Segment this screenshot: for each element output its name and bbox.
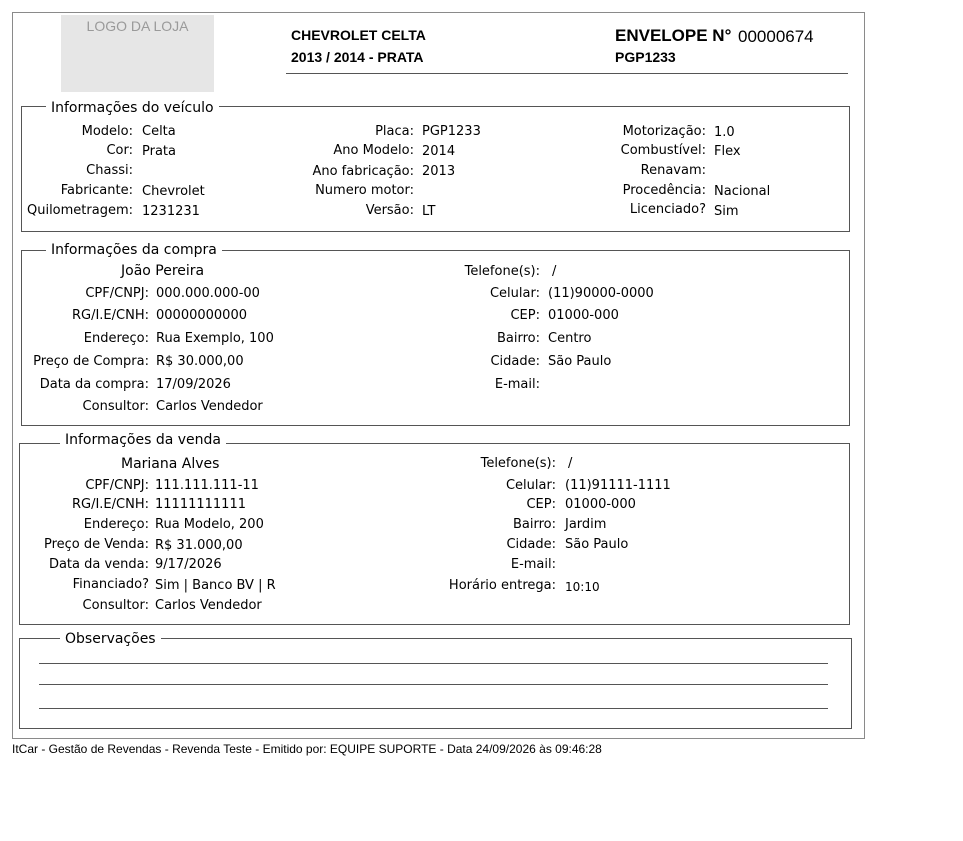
motorizacao-label: Motorização: [622,124,706,139]
vehicle-legend: Informações do veículo [46,100,219,116]
header-divider [286,73,848,74]
client-consultor-value: Carlos Vendedor [155,598,262,613]
procedencia-label: Procedência: [622,183,706,198]
notes-line-2 [39,684,828,685]
buyer-telefone-value: / [552,264,557,279]
client-cidade-value: São Paulo [565,537,629,552]
modelo-value: Celta [142,124,176,139]
buyer-cidade-value: São Paulo [548,354,612,369]
procedencia-value: Nacional [714,184,771,199]
km-label: Quilometragem: [26,203,133,218]
client-telefone-value: / [568,456,573,471]
buyer-email-label: E-mail: [494,377,540,392]
motorizacao-value: 1.0 [714,125,735,140]
motor-label: Numero motor: [315,183,414,198]
placa-label: Placa: [375,124,414,139]
ano-modelo-value: 2014 [422,144,456,159]
buyer-rg-value: 00000000000 [156,308,247,323]
buyer-cpf-value: 000.000.000-00 [156,286,260,301]
versao-value: LT [422,204,436,219]
client-cep-value: 01000-000 [565,497,636,512]
buyer-telefone-label: Telefone(s): [464,264,540,279]
client-cpf-value: 111.111.111-11 [155,478,259,493]
ano-fab-value: 2013 [422,164,456,179]
licenciado-value: Sim [714,204,739,219]
client-celular-value: (11)91111-1111 [565,478,671,493]
logo-text: LOGO DA LOJA [86,18,189,34]
buyer-consultor-value: Carlos Vendedor [156,399,263,414]
client-bairro-label: Bairro: [512,517,556,532]
buyer-celular-label: Celular: [489,286,540,301]
car-title: CHEVROLET CELTA [291,27,426,43]
buyer-cep-value: 01000-000 [548,308,619,323]
cor-label: Cor: [106,143,133,158]
versao-label: Versão: [365,203,414,218]
client-cep-label: CEP: [526,497,556,512]
renavam-label: Renavam: [640,163,706,178]
plate-header: PGP1233 [615,49,676,65]
envelope-label: ENVELOPE N° [615,26,732,45]
notes-line-1 [39,663,828,664]
buyer-consultor-label: Consultor: [82,399,149,414]
buyer-endereco-label: Endereço: [83,331,149,346]
store-logo [61,15,214,92]
buyer-celular-value: (11)90000-0000 [548,286,654,301]
preco-compra-label: Preço de Compra: [33,354,149,369]
buyer-bairro-label: Bairro: [496,331,540,346]
combustivel-value: Flex [714,144,741,159]
client-rg-label: RG/I.E/CNH: [71,497,149,512]
purchase-legend: Informações da compra [46,242,222,258]
chassi-label: Chassi: [86,163,133,178]
client-consultor-label: Consultor: [82,598,149,613]
buyer-name: João Pereira [121,263,205,279]
km-value: 1231231 [142,204,200,219]
notes-line-3 [39,708,828,709]
cor-value: Prata [142,144,176,159]
preco-venda-label: Preço de Venda: [43,537,149,552]
financiado-value: Sim | Banco BV | R [155,578,276,593]
notes-legend: Observações [60,631,161,647]
licenciado-label: Licenciado? [629,202,706,217]
car-subtitle: 2013 / 2014 - PRATA [291,49,424,65]
client-name: Mariana Alves [121,456,220,472]
data-compra-value: 17/09/2026 [156,377,231,392]
preco-venda-value: R$ 31.000,00 [155,538,243,553]
placa-value: PGP1233 [422,124,481,139]
buyer-bairro-value: Centro [548,331,592,346]
client-cpf-label: CPF/CNPJ: [85,478,149,493]
modelo-label: Modelo: [81,124,133,139]
sale-legend: Informações da venda [60,432,226,448]
fabricante-label: Fabricante: [60,183,133,198]
financiado-label: Financiado? [72,577,149,592]
client-rg-value: 11111111111 [155,497,246,512]
ano-modelo-label: Ano Modelo: [333,143,414,158]
client-celular-label: Celular: [505,478,556,493]
buyer-rg-label: RG/I.E/CNH: [71,308,149,323]
data-compra-label: Data da compra: [39,377,149,392]
client-endereco-value: Rua Modelo, 200 [155,517,264,532]
horario-entrega-label: Horário entrega: [448,578,556,593]
footer-text: ItCar - Gestão de Revendas - Revenda Teste - Emitido por: EQUIPE SUPORTE - Data 24/09/2026 às 09:46:28 [12,742,602,756]
data-venda-label: Data da venda: [48,557,149,572]
client-bairro-value: Jardim [565,517,607,532]
client-email-label: E-mail: [510,557,556,572]
data-venda-value: 9/17/2026 [155,557,222,572]
buyer-cidade-label: Cidade: [490,354,540,369]
ano-fab-label: Ano fabricação: [312,164,414,179]
client-telefone-label: Telefone(s): [480,456,556,471]
buyer-cpf-label: CPF/CNPJ: [85,286,149,301]
fabricante-value: Chevrolet [142,184,205,199]
client-cidade-label: Cidade: [506,537,556,552]
horario-entrega-value: 10:10 [565,580,600,594]
client-endereco-label: Endereço: [83,517,149,532]
buyer-endereco-value: Rua Exemplo, 100 [156,331,274,346]
buyer-cep-label: CEP: [510,308,540,323]
combustivel-label: Combustível: [620,143,706,158]
preco-compra-value: R$ 30.000,00 [156,354,244,369]
envelope-number: 00000674 [738,27,814,46]
